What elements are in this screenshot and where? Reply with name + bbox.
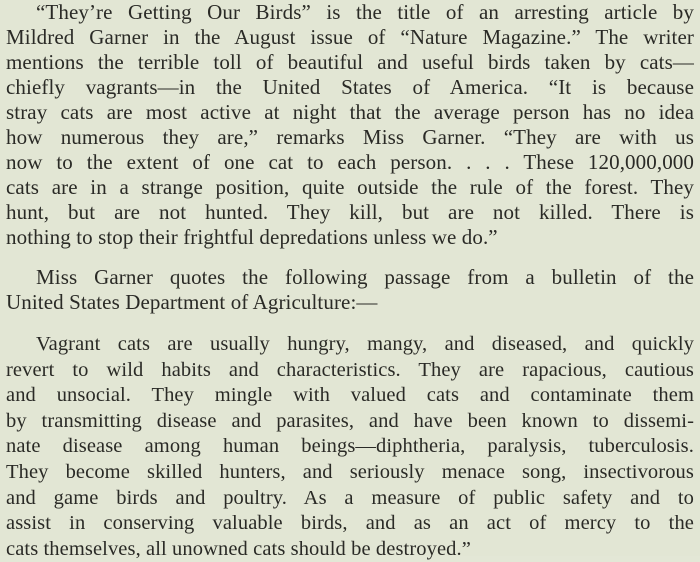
text-line: nate disease among human beings—diphtheria, paralysis, tuberculosis.	[6, 435, 694, 458]
paragraph-bulletin-intro	[6, 265, 694, 315]
text-line: cats are in a strange position, quite outside the rule of the forest. They	[6, 175, 694, 199]
text-line: “They’re Getting Our Birds” is the title of an arresting article by	[36, 0, 694, 24]
text-line: mentions the terrible toll of beautiful and useful birds taken by cats—	[6, 50, 694, 74]
paragraph-bulletin-quote	[6, 332, 694, 562]
text-line: Vagrant cats are usually hungry, mangy, and diseased, and quickly	[36, 333, 694, 355]
text-line: chiefly vagrants—in the United States of America. “It is because	[6, 75, 694, 99]
text-line: and unsocial. They mingle with valued cats and contaminate them	[6, 384, 694, 407]
text-line: stray cats are most active at night that the average person has no idea	[6, 100, 694, 124]
text-line: Miss Garner quotes the following passage from a bulletin of the	[36, 265, 694, 289]
text-line: and game birds and poultry. As a measure of public safety and to	[6, 486, 694, 509]
text-line: nothing to stop their frightful depredations unless we do.”	[6, 225, 498, 249]
text-line: revert to wild habits and characteristics. They are rapacious, cautious	[6, 358, 694, 381]
text-line: hunt, but are not hunted. They kill, but are not killed. There is	[6, 200, 694, 224]
text-line: how numerous they are,” remarks Miss Garner. “They are with us	[6, 125, 694, 149]
text-line: assist in conserving valuable birds, and as an act of mercy to the	[6, 512, 694, 535]
text-line: Mildred Garner in the August issue of “Nature Magazine.” The writer	[6, 25, 694, 49]
text-line: United States Department of Agriculture:—	[6, 290, 378, 314]
text-line: cats themselves, all unowned cats should be destroyed.”	[6, 537, 471, 560]
text-line: They become skilled hunters, and seriously menace song, insectivorous	[6, 460, 694, 483]
text-line: by transmitting disease and parasites, and have been known to dissemi-	[6, 409, 694, 432]
paragraph-article-summary	[6, 0, 694, 250]
text-line: now to the extent of one cat to each person. . . . These 120,000,000	[6, 150, 694, 174]
